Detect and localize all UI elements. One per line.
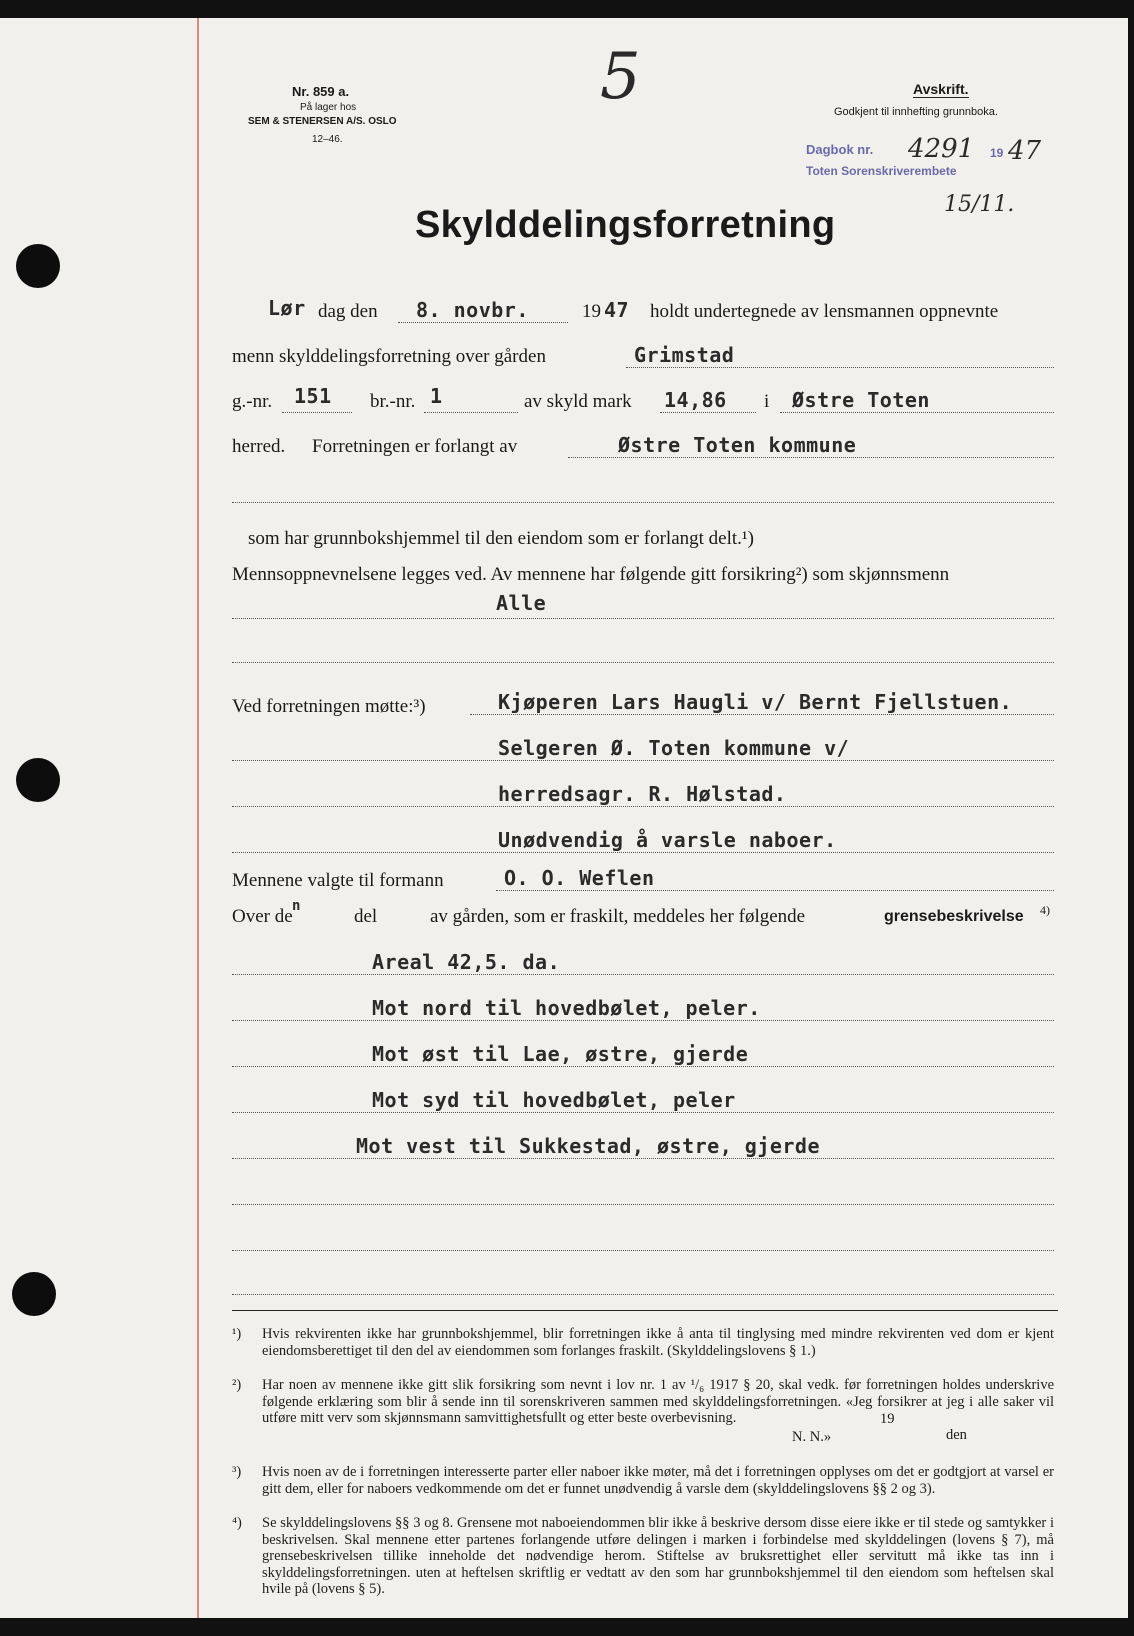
- attended-line-4: Unødvendig å varsle naboer.: [498, 828, 837, 852]
- footnote-text: Hvis rekvirenten ikke har grunnbokshjemmel, blir forretningen ikke å anta til tinglysing med mindre rekvirenten ved dom er kjent eiendomsberettiget til den del av eiendommen som forlanges fraskilt. (Skylddelingslovens § 1.): [262, 1326, 1054, 1359]
- oath-line-2: [232, 662, 1054, 663]
- year-prefix: 19: [582, 301, 601, 322]
- over-sup: n: [292, 898, 301, 914]
- attended-line: [232, 760, 1054, 761]
- gnr-typed: 151: [294, 384, 332, 408]
- punch-hole: [12, 1272, 56, 1316]
- skyld-line: [660, 412, 756, 413]
- date-line: [398, 322, 568, 323]
- boundary-rule: [232, 1204, 1054, 1205]
- stamp-year: 47: [1008, 136, 1042, 166]
- publisher-line: På lager hos: [300, 102, 357, 113]
- boundary-line-2: Mot nord til hovedbølet, peler.: [372, 996, 761, 1020]
- i-label: i: [764, 391, 770, 412]
- bnr-label: br.-nr.: [370, 391, 416, 412]
- over-label: Over de: [232, 906, 293, 927]
- margin-line: [197, 18, 199, 1618]
- footnote-3: [232, 1464, 1054, 1514]
- chairman-label: Mennene valgte til formann: [232, 870, 444, 891]
- footnote-divider: [232, 1310, 1058, 1311]
- year-typed: 47: [604, 298, 630, 322]
- chairman-line: [496, 890, 1054, 891]
- bnr-line: [424, 412, 518, 413]
- form-number: Nr. 859 a.: [292, 84, 350, 99]
- herred-label: herred.: [232, 436, 286, 457]
- attended-label: Ved forretningen møtte:³): [232, 696, 426, 717]
- footnote-4: [232, 1515, 1054, 1605]
- oath-typed: Alle: [496, 591, 547, 615]
- boundary-line-3: Mot øst til Lae, østre, gjerde: [372, 1042, 749, 1066]
- attended-line: [232, 806, 1054, 807]
- oath-line: [232, 618, 1054, 619]
- page-title: Skylddelingsforretning: [415, 204, 836, 246]
- farm-typed: Grimstad: [634, 343, 735, 367]
- footnote-19: 19: [880, 1411, 895, 1427]
- boundary-text: av gården, som er fraskilt, meddeles her følgende: [430, 906, 806, 927]
- footnote-text: Se skylddelingslovens §§ 3 og 8. Grensene mot naboeiendommen blir ikke å beskrive dersom disse eiere ikke er til stede og samtykker i beskrivelsen. Skal mennene etter partenes forlangende utføre delingen i marken i forbindelse med skylddelingen (lovens § 7), må grensebeskrivelsen tillike inneholde det nødvendige herom. Stiftelse av bruksrettighet eller servitutt må ikke tas inn i skylddelingsforretningen. uten at heftelsen skriftlig er vedtatt av den som har grunnbokshjemmel til den eiendom som heftelsen skal hvile på (lovens § 5).: [262, 1515, 1054, 1597]
- municipality-typed: Østre Toten: [792, 388, 930, 412]
- footnote-number: ³): [232, 1464, 242, 1480]
- footnote-den: den: [946, 1427, 967, 1443]
- footnote-nn: N. N.»: [792, 1429, 832, 1445]
- boundary-line-5: Mot vest til Sukkestad, østre, gjerde: [356, 1134, 821, 1158]
- boundary-rule: [232, 1158, 1054, 1159]
- skyld-typed: 14,86: [664, 388, 727, 412]
- hjemmel-text: som har grunnbokshjemmel til den eiendom som er forlangt delt.¹): [248, 528, 754, 549]
- held-text: holdt undertegnede av lensmannen oppnevnte: [650, 301, 999, 322]
- document-page: [0, 18, 1128, 1618]
- requested-label: Forretningen er forlangt av: [312, 436, 518, 457]
- boundary-rule: [232, 1112, 1054, 1113]
- requester-typed: Østre Toten kommune: [618, 433, 857, 457]
- footnote-1: [232, 1326, 1054, 1376]
- boundary-rule: [232, 974, 1054, 975]
- boundary-line-4: Mot syd til hovedbølet, peler: [372, 1088, 736, 1112]
- attended-line-1: Kjøperen Lars Haugli v/ Bernt Fjellstuen.: [498, 690, 1013, 714]
- boundary-rule: [232, 1066, 1054, 1067]
- page-mark: 5: [600, 40, 641, 114]
- stamp-year-prefix: 19: [990, 146, 1004, 160]
- attended-line-3: herredsagr. R. Hølstad.: [498, 782, 787, 806]
- del-label: del: [354, 906, 378, 927]
- blank-line: [232, 502, 1054, 503]
- municipality-line: [780, 412, 1054, 413]
- dag-den-label: dag den: [318, 301, 378, 322]
- oath-text: Mennsoppnevnelsene legges ved. Av mennene har følgende gitt forsikring²) som skjønnsmenn: [232, 564, 950, 585]
- date-typed: 8. novbr.: [416, 298, 529, 322]
- footnote-number: ¹): [232, 1326, 242, 1342]
- boundary-sup: 4): [1040, 903, 1050, 917]
- boundary-line-1: Areal 42,5. da.: [372, 950, 561, 974]
- dagbok-label: Dagbok nr.: [806, 142, 874, 157]
- date-note: 15/11.: [944, 192, 1015, 217]
- skyld-label: av skyld mark: [524, 391, 632, 412]
- footnote-number: ⁴): [232, 1515, 242, 1531]
- attended-line-2: Selgeren Ø. Toten kommune v/: [498, 736, 850, 760]
- bnr-typed: 1: [430, 384, 443, 408]
- footnote-number: ²): [232, 1377, 242, 1393]
- boundary-bold: grensebeskrivelse: [884, 908, 1024, 925]
- approval-text: Godkjent til innhefting grunnboka.: [834, 106, 998, 118]
- footnote-text: Har noen av mennene ikke gitt slik forsikring som nevnt i lov nr. 1 av ¹/₆ 1917 § 20, skal vedk. før forretningen holdes underskrive følgende erklæring som blir å sende inn til sorenskriveren sammen med skylddelingsforretningen. «Jeg forsikrer at jeg i alle saker vil utføre mitt verv som skjønnsmann samvittighetsfullt og etter beste overbevisning.: [262, 1377, 1054, 1426]
- copy-label: Avskrift.: [913, 81, 969, 97]
- stamp-office: Toten Sorenskriverembete: [806, 164, 957, 178]
- chairman-typed: O. O. Weflen: [504, 866, 655, 890]
- punch-hole: [16, 758, 60, 802]
- punch-hole: [16, 244, 60, 288]
- publisher-date: 12–46.: [312, 134, 343, 145]
- gnr-label: g.-nr.: [232, 391, 273, 412]
- boundary-rule: [232, 1020, 1054, 1021]
- footnote-text: Hvis noen av de i forretningen interesserte parter eller naboer ikke møter, må det i forretningen opplyses om det er godtgjort at varsel er gitt dem, eller for naboers vedkommende om det er funnet unødvendig å varsle dem (skylddelingslovens §§ 2 og 3).: [262, 1464, 1054, 1497]
- farm-line: [626, 367, 1054, 368]
- farm-label: menn skylddelingsforretning over gården: [232, 346, 546, 367]
- requester-line: [568, 457, 1054, 458]
- publisher-name: SEM & STENERSEN A/S. OSLO: [248, 116, 397, 127]
- boundary-rule: [232, 1294, 1054, 1295]
- gnr-line: [282, 412, 352, 413]
- boundary-rule: [232, 1250, 1054, 1251]
- weekday-typed: Lør: [268, 296, 306, 320]
- attended-line: [470, 714, 1054, 715]
- footnote-2: [232, 1377, 1054, 1461]
- attended-line: [232, 852, 1054, 853]
- dagbok-number: 4291: [908, 134, 975, 164]
